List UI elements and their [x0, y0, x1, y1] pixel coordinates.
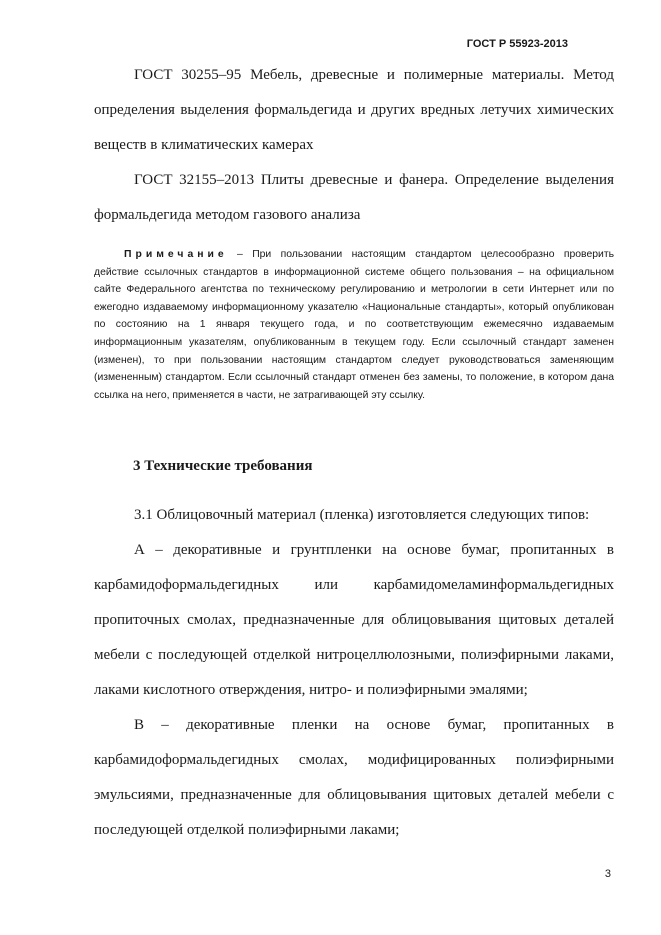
- note-dash: –: [227, 249, 253, 260]
- note-label: Примечание: [124, 249, 228, 260]
- document-code-header: ГОСТ Р 55923-2013: [466, 38, 568, 50]
- type-b-description: В – декоративные пленки на основе бумаг, пропитанных в карбамидоформальдегидных смолах, модифицированных полиэфирными эмульсиями, предназначенные для облицовывания щитовых деталей мебели с последующей отделкой полиэфирными лаками;: [94, 717, 614, 838]
- note-block: [94, 246, 614, 404]
- reference-gost-32155: ГОСТ 32155–2013 Плиты древесные и фанера. Определение выделения формальдегида методом газового анализа: [94, 172, 614, 223]
- section-heading: 3 Технические требования: [133, 458, 313, 474]
- reference-gost-30255: ГОСТ 30255–95 Мебель, древесные и полимерные материалы. Метод определения выделения формальдегида и других вредных летучих химических веществ в климатических камерах: [94, 67, 614, 153]
- normative-references: [94, 58, 614, 233]
- note-text: При пользовании настоящим стандартом целесообразно проверить действие ссылочных стандартов в информационной системе общего пользования – на официальном сайте Федерального агентства по техническому регулированию и метрологии в сети Интернет или по ежегодно издаваемому информационному указателю «Национальные стандарты», который опубликован по состоянию на 1 января текущего года, и по соответствующим ежемесячно издаваемым информационным указателям, опубликованным в текущем году. Если ссылочный стандарт заменен (изменен), то при пользовании настоящим стандартом следует руководствоваться заменяющим (измененным) стандартом. Если ссылочный стандарт отменен без замены, то положение, в котором дана ссылка на него, применяется в части, не затрагивающей эту ссылку.: [94, 249, 614, 401]
- page-number: 3: [604, 868, 611, 880]
- type-a-description: А – декоративные и грунтпленки на основе бумаг, пропитанных в карбамидоформальдегидных или карбамидомеламинформальдегидных пропиточных смолах, предназначенные для облицовывания щитовых деталей мебели с последующей отделкой нитроцеллюлозными, полиэфирными лаками, лаками кислотного отверждения, нитро- и полиэфирными эмалями;: [94, 542, 614, 698]
- section-body: [94, 498, 614, 848]
- clause-3-1: 3.1 Облицовочный материал (пленка) изготовляется следующих типов:: [134, 507, 590, 523]
